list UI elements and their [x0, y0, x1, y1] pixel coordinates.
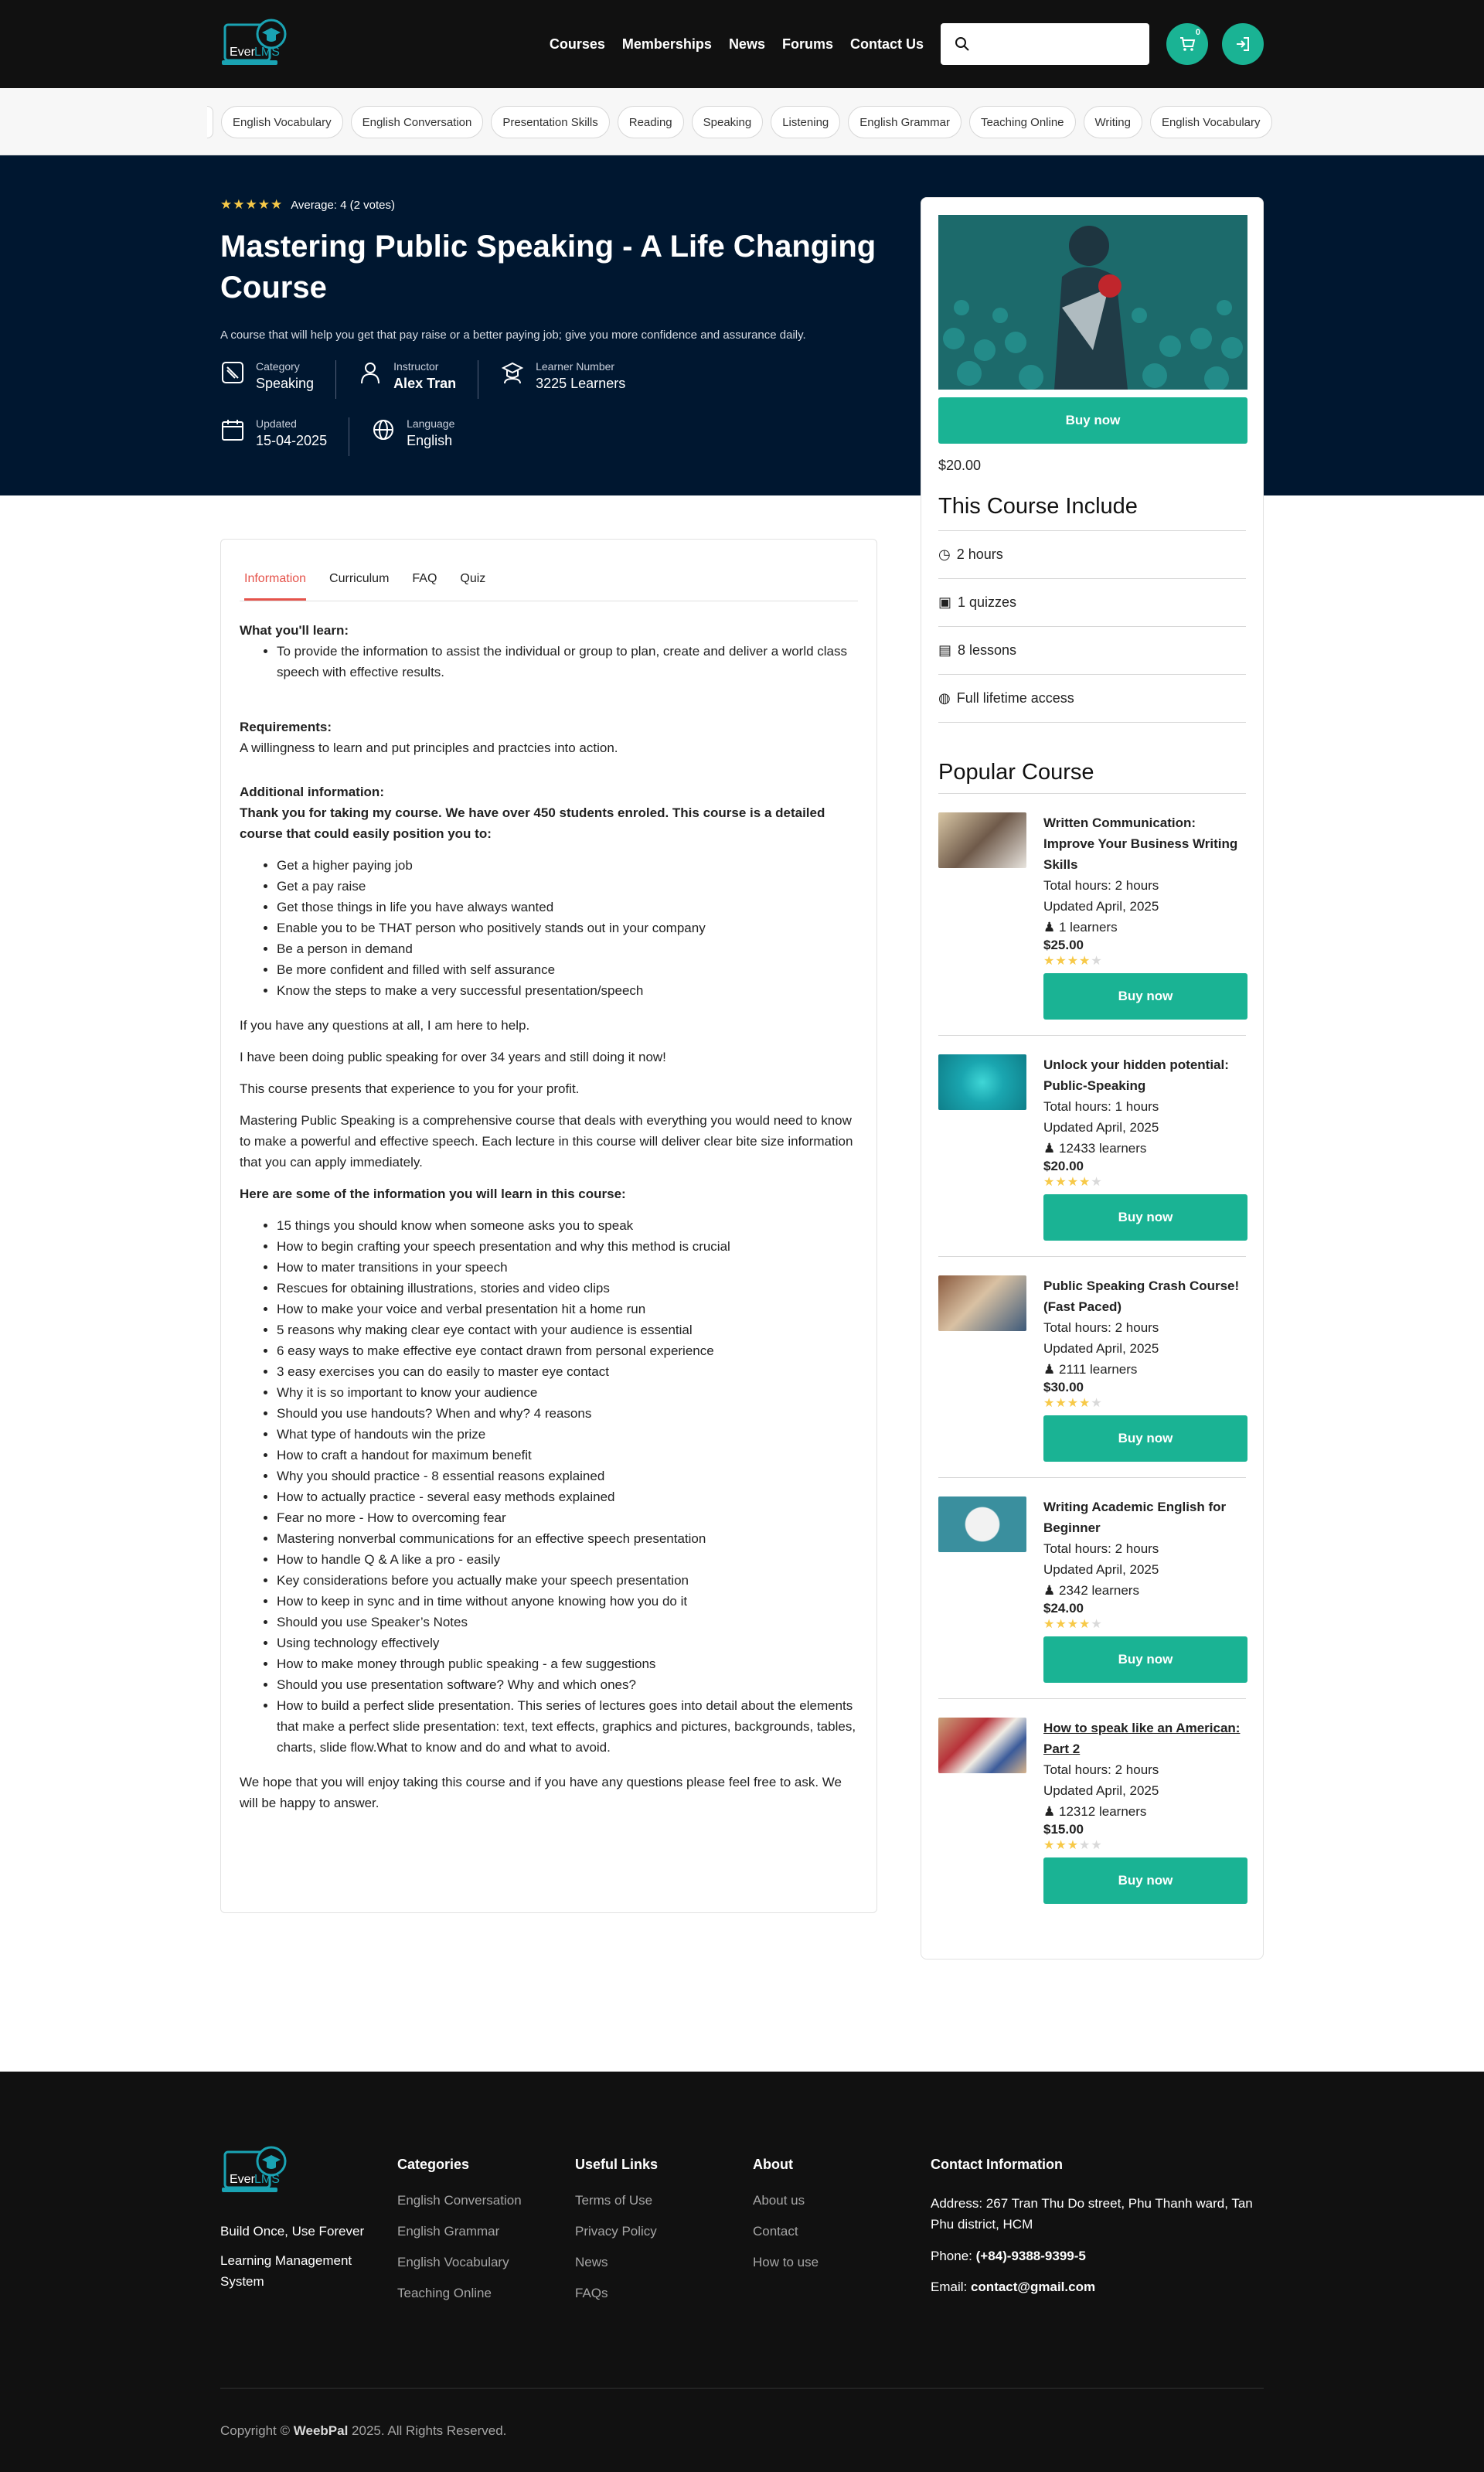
copyright: [220, 2423, 506, 2439]
search-input[interactable]: [941, 23, 1149, 65]
rating-stars-icon: ★★★★★: [1043, 1839, 1103, 1852]
learn-list: [240, 641, 858, 683]
requirements-text: A willingness to learn and put principles and practcies into action.: [240, 741, 618, 755]
list-item: • How to begin crafting your speech presentation and why this method is crucial: [277, 1236, 858, 1257]
lessons-icon: ▤: [938, 642, 952, 658]
popular-course-updated: Updated April, 2025: [1043, 899, 1159, 914]
popular-course-updated: Updated April, 2025: [1043, 1562, 1159, 1577]
popular-course-hours: Total hours: 1 hours: [1043, 1099, 1159, 1114]
popular-course-learners: [1043, 1580, 1247, 1601]
course-tabs: [240, 561, 858, 601]
popular-course-hours: Total hours: 2 hours: [1043, 1762, 1159, 1777]
email-value[interactable]: contact@gmail.com: [970, 2280, 1096, 2294]
list-item: • Mastering nonverbal communications for an effective speech presentation: [277, 1528, 858, 1549]
phone-value[interactable]: (+84)-9388-9399-5: [975, 2249, 1086, 2263]
popular-course-price: $20.00: [1043, 1159, 1084, 1173]
list-item: • Key considerations before you actually make your speech presentation: [277, 1570, 858, 1591]
include-text: 8 lessons: [958, 642, 1017, 658]
copyright-suffix: 2025. All Rights Reserved.: [352, 2423, 507, 2438]
clock-icon: ◷: [938, 546, 951, 562]
tag-item[interactable]: English Vocabulary: [221, 106, 343, 138]
course-content-card: [220, 539, 877, 1913]
additional-heading: Additional information:: [240, 785, 384, 799]
tag-item[interactable]: Writing: [1084, 106, 1142, 138]
include-lessons: [938, 627, 1246, 675]
learners-count: 1 learners: [1058, 920, 1118, 935]
popular-course-title[interactable]: How to speak like an American: Part 2: [1043, 1721, 1241, 1756]
tag-item[interactable]: English Vocabulary: [1150, 106, 1272, 138]
user-icon: ♟: [1043, 1583, 1056, 1598]
meta-label: Instructor: [393, 360, 439, 373]
course-description: A course that will help you get that pay raise or a better paying job; give you more confidence and assurance daily.: [220, 329, 806, 342]
list-item: • Be more confident and filled with self assurance: [277, 959, 858, 980]
meta-value: 15-04-2025: [256, 433, 328, 448]
footer-link[interactable]: FAQs: [575, 2286, 608, 2300]
tab-faq[interactable]: FAQ: [412, 572, 437, 585]
cart-count-badge: 0: [1195, 28, 1200, 37]
popular-course-item: [938, 1036, 1246, 1257]
meta-learners: [500, 360, 647, 399]
svg-text:LMS: LMS: [254, 46, 280, 59]
rating-stars-icon: ★★★★★: [1043, 955, 1103, 968]
learners-count: 2111 learners: [1058, 1362, 1138, 1377]
meta-label: Language: [407, 417, 455, 430]
list-item: • Should you use presentation software? Why and which ones?: [277, 1674, 858, 1695]
footer-useful-links: [575, 2157, 753, 2317]
cart-button[interactable]: [1166, 23, 1208, 65]
learners-count: 2342 learners: [1058, 1583, 1139, 1598]
tag-item[interactable]: Teaching Online: [969, 106, 1076, 138]
list-item: • Should you use handouts? When and why? 4 reasons: [277, 1403, 858, 1424]
additional-list: [240, 855, 858, 1001]
popular-course-updated: Updated April, 2025: [1043, 1783, 1159, 1798]
popular-course-title[interactable]: Unlock your hidden potential: Public-Speaking: [1043, 1057, 1229, 1093]
footer-address: Address: 267 Tran Thu Do street, Phu Thanh ward, Tan Phu district, HCM: [931, 2196, 1253, 2232]
popular-course-learners: [1043, 1138, 1247, 1159]
classroom-thumbnail-icon[interactable]: [938, 1275, 1026, 1331]
footer-categories: [397, 2157, 575, 2317]
popular-course-updated: Updated April, 2025: [1043, 1120, 1159, 1135]
footer-link[interactable]: News: [575, 2255, 608, 2269]
quiz-icon: ▣: [938, 594, 952, 610]
include-text: Full lifetime access: [956, 690, 1074, 706]
list-item: • Get those things in life you have always wanted: [277, 897, 858, 918]
footer-link[interactable]: English Grammar: [397, 2224, 500, 2239]
calendar-icon: [220, 417, 245, 442]
paragraph: I have been doing public speaking for over 34 years and still doing it now!: [240, 1050, 666, 1064]
popular-course-title[interactable]: Written Communication: Improve Your Business Writing Skills: [1043, 815, 1238, 872]
user-icon: ♟: [1043, 1804, 1056, 1819]
information-panel: [240, 601, 858, 1813]
meta-updated: [220, 417, 349, 456]
popular-course-learners: [1043, 1359, 1247, 1380]
popular-course-title[interactable]: Public Speaking Crash Course! (Fast Paced): [1043, 1279, 1240, 1314]
meta-category: [220, 360, 336, 399]
list-item: • How to actually practice - several easy methods explained: [277, 1486, 858, 1507]
list-item: • 3 easy exercises you can do easily to master eye contact: [277, 1361, 858, 1382]
popular-course-updated: Updated April, 2025: [1043, 1341, 1159, 1356]
tag-item[interactable]: Speaking: [692, 106, 764, 138]
rating-stars-icon: ★★★★★: [1043, 1397, 1103, 1410]
list-item: • Rescues for obtaining illustrations, stories and video clips: [277, 1278, 858, 1299]
tag-list: [207, 106, 1283, 138]
tab-curriculum[interactable]: Curriculum: [329, 572, 390, 585]
category-icon: [220, 360, 245, 385]
site-logo[interactable]: [220, 9, 294, 79]
document-thumbnail-icon[interactable]: [938, 1496, 1026, 1552]
footer-tagline: Build Once, Use Forever: [220, 2224, 365, 2239]
tag-item[interactable]: English Grammar: [848, 106, 962, 138]
meta-value: 3225 Learners: [536, 376, 626, 391]
email-label: Email:: [931, 2280, 968, 2294]
footer-about: [753, 2157, 931, 2317]
nav-news[interactable]: News: [728, 36, 765, 52]
instructor-icon: [358, 360, 383, 385]
course-title: Mastering Public Speaking - A Life Changing Course: [220, 230, 876, 305]
footer-divider: [220, 2388, 1264, 2389]
meta-language: [371, 417, 476, 456]
list-item: • How to make your voice and verbal presentation hit a home run: [277, 1299, 858, 1319]
popular-course-hours: Total hours: 2 hours: [1043, 878, 1159, 893]
tab-quiz[interactable]: Quiz: [460, 572, 486, 585]
login-icon: [1234, 36, 1251, 53]
course-price: $20.00: [938, 458, 982, 473]
svg-text:Ever: Ever: [230, 2173, 255, 2186]
additional-intro: Thank you for taking my course. We have over 450 students enroled. This course is a detailed course that could easily position you to:: [240, 805, 825, 841]
popular-course-item: [938, 1257, 1246, 1478]
footer-brand: [220, 2157, 397, 2317]
list-item: • Know the steps to make a very successful presentation/speech: [277, 980, 858, 1001]
list-item: • How to mater transitions in your speech: [277, 1257, 858, 1278]
learn-more-heading: Here are some of the information you will learn in this course:: [240, 1187, 626, 1201]
tag-item[interactable]: Reading: [618, 106, 684, 138]
footer-link[interactable]: Privacy Policy: [575, 2224, 657, 2239]
popular-heading: Popular Course: [938, 760, 1246, 794]
rating-stars-icon: ★★★★★: [1043, 1618, 1103, 1631]
robot-thumbnail-icon[interactable]: [938, 1054, 1026, 1110]
requirements-heading: Requirements:: [240, 720, 332, 734]
include-quizzes: [938, 579, 1246, 627]
popular-course-learners: [1043, 1801, 1247, 1822]
user-icon: ♟: [1043, 1141, 1056, 1156]
list-item: • How to keep in sync and in time without anyone knowing how you do it: [277, 1591, 858, 1612]
include-access: [938, 675, 1246, 723]
learners-icon: [500, 360, 525, 385]
list-item: • How to handle Q & A like a pro - easily: [277, 1549, 858, 1570]
rating-text: Average: 4 (2 votes): [291, 198, 395, 212]
nav-memberships[interactable]: Memberships: [621, 36, 712, 52]
meta-label: Learner Number: [536, 360, 615, 373]
popular-course-learners: [1043, 917, 1247, 938]
popular-course-price: $25.00: [1043, 938, 1084, 952]
copyright-prefix: Copyright ©: [220, 2423, 291, 2438]
list-item: • What type of handouts win the prize: [277, 1424, 858, 1445]
nav-forums[interactable]: Forums: [781, 36, 833, 52]
speaker-image-icon: [938, 215, 1247, 390]
tag-item[interactable]: Listening: [771, 106, 840, 138]
footer-email: [931, 2280, 1264, 2295]
buy-now-button[interactable]: Buy now: [1043, 1636, 1247, 1683]
footer-heading: About: [753, 2157, 793, 2172]
copyright-brand[interactable]: WeebPal: [293, 2423, 349, 2438]
list-item: • How to craft a handout for maximum benefit: [277, 1445, 858, 1466]
main-nav: [550, 23, 1264, 65]
list-item: • Get a pay raise: [277, 876, 858, 897]
closing-paragraph: We hope that you will enjoy taking this course and if you have any questions please feel free to ask. We will be happy to answer.: [240, 1775, 842, 1810]
footer-heading: Useful Links: [575, 2157, 659, 2172]
cart-icon: [1179, 36, 1196, 53]
meta-value[interactable]: Alex Tran: [393, 376, 457, 391]
meta-value: English: [407, 433, 453, 448]
tab-information[interactable]: Information: [244, 561, 306, 601]
tag-partial[interactable]: [207, 106, 213, 138]
rating-stars-icon: ★★★★★: [1043, 1176, 1103, 1189]
includes-heading: This Course Include: [938, 494, 1246, 531]
popular-course-title[interactable]: Writing Academic English for Beginner: [1043, 1500, 1227, 1535]
logo-icon: [220, 9, 291, 79]
nav-courses[interactable]: Courses: [549, 36, 605, 52]
buy-now-button[interactable]: Buy now: [1043, 1857, 1247, 1904]
buy-now-button[interactable]: Buy now: [938, 397, 1247, 444]
include-text: 2 hours: [956, 546, 1003, 562]
footer-heading: Contact Information: [931, 2157, 1063, 2172]
popular-course-price: $30.00: [1043, 1380, 1084, 1394]
footer-link[interactable]: Contact: [753, 2224, 798, 2239]
svg-text:Ever: Ever: [230, 46, 255, 59]
footer-tagline-2: Learning Management System: [220, 2253, 352, 2289]
category-tag-bar: [0, 88, 1484, 155]
paragraph: If you have any questions at all, I am here to help.: [240, 1018, 530, 1033]
meta-value[interactable]: Speaking: [256, 376, 315, 391]
site-header: [0, 0, 1484, 88]
popular-course-item: [938, 1699, 1246, 1919]
tag-item[interactable]: English Conversation: [351, 106, 484, 138]
site-footer: [0, 2072, 1484, 2472]
list-item: • Fear no more - How to overcoming fear: [277, 1507, 858, 1528]
language-icon: [371, 417, 396, 442]
list-item: • To provide the information to assist the individual or group to plan, create and deliver a world class speech with effective results.: [277, 641, 858, 683]
access-icon: ◍: [938, 690, 951, 706]
meta-instructor: [358, 360, 478, 399]
list-item: • Why it is so important to know your audience: [277, 1382, 858, 1403]
list-item: • How to make money through public speaking - a few suggestions: [277, 1653, 858, 1674]
topics-list: [240, 1215, 858, 1758]
meta-label: Category: [256, 360, 300, 373]
list-item: • How to build a perfect slide presentation. This series of lectures goes into detail about the elements that make a perfect slide presentation: text, text effects, graphics and pictures, backgrounds, tables, charts, slide flow.What to know and do and what to avoid.: [277, 1695, 858, 1758]
footer-link[interactable]: How to use: [753, 2255, 819, 2269]
list-item: • Should you use Speaker’s Notes: [277, 1612, 858, 1633]
footer-link[interactable]: Teaching Online: [397, 2286, 492, 2300]
learners-count: 12312 learners: [1058, 1804, 1147, 1819]
footer-logo-icon[interactable]: [220, 2137, 291, 2206]
course-image: [938, 215, 1247, 390]
buy-now-button[interactable]: Buy now: [1043, 1415, 1247, 1462]
header-tools: [1166, 23, 1264, 65]
list-item: • 15 things you should know when someone asks you to speak: [277, 1215, 858, 1236]
svg-text:LMS: LMS: [254, 2173, 280, 2186]
list-item: • Be a person in demand: [277, 938, 858, 959]
paragraph: Mastering Public Speaking is a comprehensive course that deals with everything you would need to know to make a powerful and effective speech. Each lecture in this course will deliver clear bite size information that you can apply immediately.: [240, 1113, 853, 1170]
include-text: 1 quizzes: [958, 594, 1017, 610]
buy-now-button[interactable]: Buy now: [1043, 1194, 1247, 1241]
nav-contact[interactable]: Contact Us: [849, 36, 924, 52]
course-sidebar: [921, 197, 1264, 1960]
popular-course-price: $24.00: [1043, 1601, 1084, 1616]
meta-label: Updated: [256, 417, 297, 430]
user-icon: ♟: [1043, 920, 1056, 935]
popular-course-item: [938, 794, 1246, 1036]
list-item: • 6 easy ways to make effective eye contact drawn from personal experience: [277, 1340, 858, 1361]
popular-course-hours: Total hours: 2 hours: [1043, 1541, 1159, 1556]
popular-course-hours: Total hours: 2 hours: [1043, 1320, 1159, 1335]
footer-heading: Categories: [397, 2157, 470, 2172]
search-icon: [955, 36, 970, 52]
buy-now-button[interactable]: Buy now: [1043, 973, 1247, 1020]
login-button[interactable]: [1222, 23, 1264, 65]
tag-item[interactable]: Presentation Skills: [491, 106, 609, 138]
phone-label: Phone:: [931, 2249, 972, 2263]
user-icon: ♟: [1043, 1362, 1056, 1377]
flag-thumbnail-icon[interactable]: [938, 1718, 1026, 1773]
footer-link[interactable]: Terms of Use: [575, 2193, 653, 2208]
list-item: • Why you should practice - 8 essential reasons explained: [277, 1466, 858, 1486]
footer-contact: [931, 2157, 1264, 2317]
learners-count: 12433 learners: [1058, 1141, 1147, 1156]
popular-course-price: $15.00: [1043, 1822, 1084, 1837]
footer-link[interactable]: English Vocabulary: [397, 2255, 509, 2269]
footer-phone: [931, 2249, 1264, 2264]
footer-link[interactable]: About us: [753, 2193, 805, 2208]
list-item: • 5 reasons why making clear eye contact with your audience is essential: [277, 1319, 858, 1340]
laptop-thumbnail-icon[interactable]: [938, 812, 1026, 868]
list-item: • Get a higher paying job: [277, 855, 858, 876]
rating-stars-icon: ★★★★★: [220, 197, 284, 212]
include-duration: [938, 531, 1246, 579]
paragraph: This course presents that experience to you for your profit.: [240, 1081, 580, 1096]
list-item: • Using technology effectively: [277, 1633, 858, 1653]
footer-link[interactable]: English Conversation: [397, 2193, 522, 2208]
popular-course-item: [938, 1478, 1246, 1699]
list-item: • Enable you to be THAT person who positively stands out in your company: [277, 918, 858, 938]
learn-heading: What you'll learn:: [240, 623, 349, 638]
